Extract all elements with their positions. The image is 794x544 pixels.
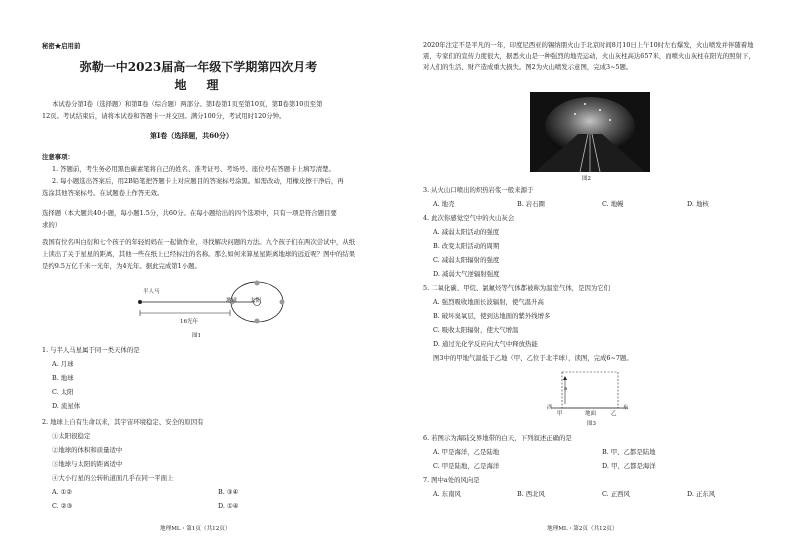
fig3-east-label: 东 [623,405,629,411]
notice-title: 注意事项： [42,153,74,161]
q7-option-d[interactable]: D. 正东风 [687,490,716,498]
notice-1: 1. 答题前，考生务必用黑色碳素笔将自己的姓名、准考证号、考场号、座位号在答题卡上填写清楚。 [52,165,335,173]
right-footer: 地理ML・第2页（共12页） [547,526,618,532]
figure-2-volcano-photo [530,92,650,172]
fig3-west-label: 西 [547,405,553,411]
fig1-earth-label: 地球 [226,298,238,304]
q2-item-2: ②地球的体积和质量适中 [52,446,123,454]
mc-intro-1: 选择题（本大题共40小题，每小题1.5分，共60分。在每小题给出的四个选项中，只有一项是符合题目要 [42,209,337,217]
q6-stem: 6. 若图示为海陆交界地带的白天，下列叙述正确的是 [423,434,572,442]
q4-option-a[interactable]: A. 减弱太阳活动的强度 [433,228,500,236]
q1-option-c[interactable]: C. 太阳 [52,388,74,396]
q2-item-3: ③地球与太阳的距离适中 [52,460,123,468]
q6-option-d[interactable]: D. 甲、乙都是海洋 [602,462,656,470]
passage-1: 我国有位名叫白衍和七个孩子的年轻妈妈在一起做作业，寻找解决问题的方法。九个孩子们在两次尝试中，从纸上读出了关于星星的距离，其他一些在纸上已经标注的名称。那么如何来算星星距离地球的远近呢？图中的结果是约9.5万亿千米一光年，为4光年。据此完成第1小题。 [42,238,356,270]
notice-2b: 选涂其他答案标号。在试题卷上作答无效。 [42,189,164,197]
q5-option-c[interactable]: C. 吸收太阳辐射，使大气增温 [433,326,519,334]
intro-line-2: 12页。考试结束后，请将本试卷和答题卡一并交回。满分100分，考试用时120分钟。 [42,112,286,120]
q3-stem: 3. 从火山口喷出的炽热岩浆一般来源于 [423,186,534,194]
q3-option-d[interactable]: D. 地核 [687,200,709,208]
fig1-star-label: 半人马 [143,289,160,295]
exam-title: 弥勒一中2023届高一年级下学期第四次月考 [79,60,318,74]
fig2-caption: 图2 [582,176,591,182]
secret-label: 秘密★启用前 [42,42,81,50]
fig1-sun-label: 太阳 [250,298,262,304]
q4-option-d[interactable]: D. 减弱大气逆辐射强度 [433,270,500,278]
q7-stem: 7. 图中a处的风向是 [423,476,480,484]
q1-option-d[interactable]: D. 流星体 [52,402,81,410]
q2-option-a[interactable]: A. ①② [52,488,73,496]
fig1-distance-label: 16光年 [180,319,198,325]
fig1-caption: 图1 [192,333,201,339]
part1-title: 第Ⅰ卷（选择题，共60分） [150,131,234,140]
q1-option-a[interactable]: A. 月球 [52,360,74,368]
q3-option-a[interactable]: A. 地壳 [433,200,455,208]
q6-option-a[interactable]: A. 甲是海洋，乙是陆地 [433,448,500,456]
fig3-caption: 图3 [587,421,596,427]
q7-option-c[interactable]: C. 正西风 [602,490,630,498]
svg-text:a: a [564,386,568,392]
q2-stem: 2. 地球上自有生命以来，其宇宙环境稳定、安全的原因有 [42,418,204,426]
q1-stem: 1. 与半人马星属于同一类天体的是 [42,346,140,354]
q2-option-c[interactable]: C. ②③ [52,502,73,510]
fig3-ground-label: 地面 [585,411,597,417]
q3-option-c[interactable]: C. 地幔 [602,200,624,208]
q6-option-b[interactable]: B. 甲、乙都是陆地 [602,448,656,456]
q3-option-b[interactable]: B. 岩石圈 [517,200,545,208]
passage-3: 图3中的甲地气温低于乙地（甲、乙位于北半球），读图，完成6~7题。 [433,354,633,362]
q2-item-4: ④大小行星的公转轨道面几乎在同一平面上 [52,474,174,482]
q5-option-a[interactable]: A. 强烈吸收地面长波辐射，使气温升高 [433,298,544,306]
notice-2a: 2. 每小题选出答案后，用2B铅笔把答题卡上对应题目的答案标号涂黑。如需改动，用橡皮擦干净后，再 [52,177,344,185]
fig3-a-label: 甲 [557,411,563,417]
q5-option-d[interactable]: D. 通过光化学反应向大气中释放热能 [433,340,538,348]
q4-option-c[interactable]: C. 减弱太阳辐射的强度 [433,256,500,264]
subject-title: 地 理 [174,78,223,92]
passage-2: 2020年注定不是平凡的一年，印度尼西亚的锡纳朋火山于北京时间8月10日上午10时左右爆发，火山喷发并伴随着地震，专家们的宣传力度很大，据悉火山是一种强烈的地壳运动，火山灰柱高达657米，而喷火山灰柱在阳光的照射下，对人们的生活、财产造成重大损失。图2为火山喷发示意图，完成3~5题。 [423,41,755,71]
left-footer: 地理ML・第1页（共12页） [160,526,231,532]
q2-option-b[interactable]: B. ③④ [218,488,239,496]
intro-line-1: 本试卷分第Ⅰ卷（选择题）和第Ⅱ卷（综合题）两部分。第Ⅰ卷第1页至第10页，第Ⅱ卷第10页至第 [52,100,323,108]
right-page [397,0,794,544]
q7-option-b[interactable]: B. 西北风 [517,490,545,498]
q1-option-b[interactable]: B. 地球 [52,374,74,382]
q6-option-c[interactable]: C. 甲是陆地，乙是海洋 [433,462,500,470]
mc-intro-2: 求的） [42,221,62,229]
fig3-b-label: 乙 [611,411,617,417]
q5-option-b[interactable]: B. 破坏臭氧层，使到达地面的紫外线增多 [433,312,551,320]
q2-option-d[interactable]: D. ①④ [218,502,239,510]
q7-option-a[interactable]: A. 东南风 [433,490,461,498]
q2-item-1: ①太阳很稳定 [52,432,91,440]
q4-stem: 4. 此次你感觉空气中的火山灰会 [423,214,515,222]
q5-stem: 5. 二氧化碳、甲烷、氯氟烃等气体都被称为温室气体，是因为它们 [423,284,611,292]
q4-option-b[interactable]: B. 改变太阳活动的周期 [433,242,500,250]
